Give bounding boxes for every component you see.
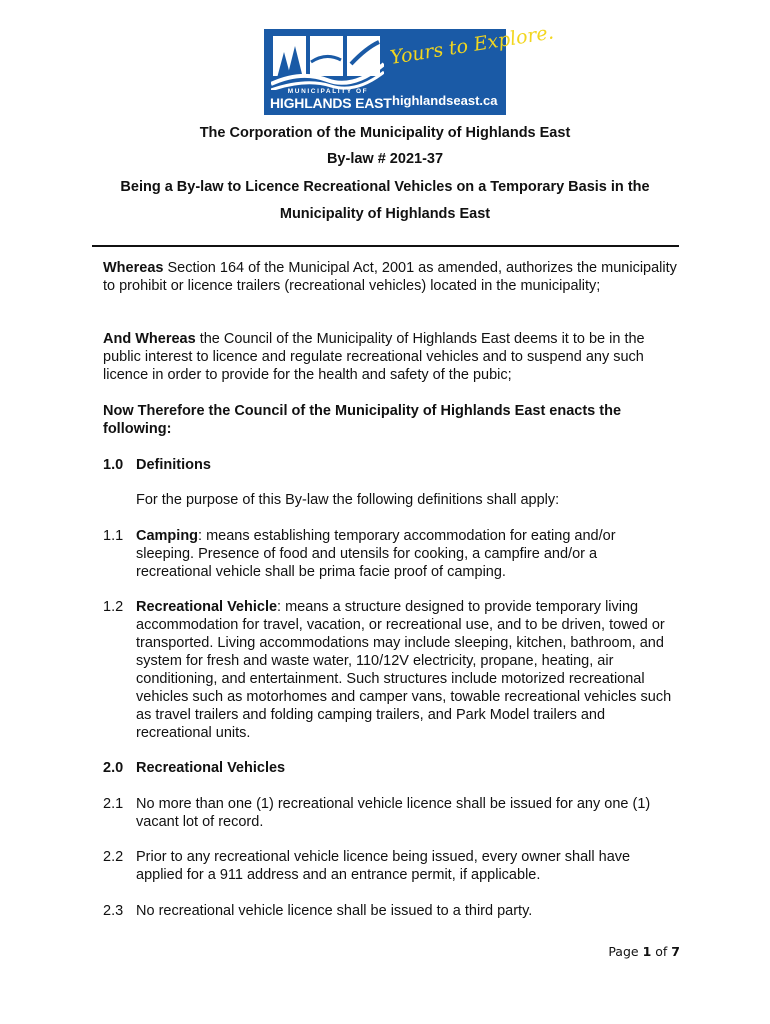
municipality-logo [264,21,556,115]
item-2-3-text: No recreational vehicle licence shall be issued to a third party. [136,903,533,919]
now-therefore-paragraph: Now Therefore the Council of the Municipality of Highlands East enacts the following: [103,403,622,437]
item-1-2-number: 1.2 [103,599,124,615]
whereas-paragraph [103,259,678,295]
section-1-intro: For the purpose of this By-law the following definitions shall apply: [136,492,560,508]
and-whereas-text: the Council of the Municipality of Highlands East deems it to be in the public interest to licence and regulate recreational vehicles and to suspend any such licence in order to provide for the health and safety of the pubic; [103,331,645,383]
and-whereas-paragraph [103,330,678,384]
item-1-2-text [136,598,676,742]
item-1-1-number: 1.1 [103,528,124,544]
recreational-vehicle-definition: : means a structure designed to provide temporary living accommodation for travel, vacation, or recreational use, and to be driven, towed or transported. Living accommodations may include sleeping, kitchen, bathroom, and system for fresh and waste water, 110/12V electricity, propane, heating, air conditioning, and entertainment. Such structures include motorized recreational vehicles such as motorhomes and camper vans, towable recreational vehicles such as travel trailers and folding camping trailers, and Park Model trailers and recreational units. [136,599,672,741]
section-1-number: 1.0 [103,457,124,473]
item-1-1-text [136,527,676,581]
bylaw-title-line-1: Being a By-law to Licence Recreational Vehicles on a Temporary Basis in the [120,179,650,195]
item-2-1-number: 2.1 [103,796,124,812]
whereas-label: Whereas [103,260,164,276]
camping-definition: : means establishing temporary accommodation for eating and/or sleeping. Presence of food and utensils for cooking, a campfire and/or a recreational vehicle shall be prima facie proof of camping. [136,528,616,580]
of-word: of [655,944,668,959]
section-2-number: 2.0 [103,760,124,776]
logo-tagline: Yours to Explore. [388,21,556,69]
item-2-2-number: 2.2 [103,849,124,865]
recreational-vehicle-term: Recreational Vehicle [136,599,278,615]
logo-municipality-of: MUNICIPALITY OF [287,88,369,95]
section-2-title: Recreational Vehicles [136,760,286,776]
whereas-text: Section 164 of the Municipal Act, 2001 as amended, authorizes the municipality to prohibit or licence trailers (recreational vehicles) located in the municipality; [103,260,677,294]
total-pages: 7 [671,944,680,959]
logo-website: highlandseast.ca [392,93,498,108]
corporation-title: The Corporation of the Municipality of Highlands East [199,125,571,141]
camping-term: Camping [136,528,199,544]
section-1-title: Definitions [136,457,211,473]
bylaw-number: By-law # 2021-37 [326,151,444,167]
bylaw-title-line-2: Municipality of Highlands East [279,206,491,222]
and-whereas-label: And Whereas [103,331,196,347]
item-2-3-number: 2.3 [103,903,124,919]
item-2-2-text: Prior to any recreational vehicle licence being issued, every owner shall have applied for a 911 address and an entrance permit, if applicable. [136,849,631,883]
page-word: Page [608,944,639,959]
page-number [608,944,680,959]
item-2-1-text: No more than one (1) recreational vehicle licence shall be issued for any one (1) vacant lot of record. [136,796,651,830]
header-divider [92,245,679,247]
landscape-emblem-icon [271,34,384,90]
logo-name: HIGHLANDS EAST [270,95,392,111]
current-page: 1 [642,944,652,959]
